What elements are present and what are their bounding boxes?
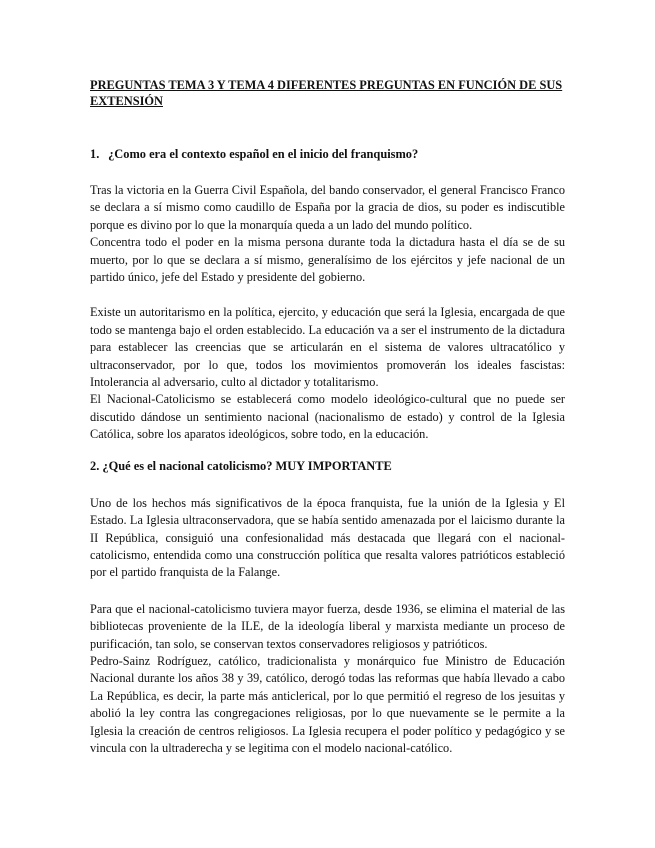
question-2-number: 2.	[90, 458, 100, 473]
question-1-paragraph-4: El Nacional-Catolicismo se establecerá como modelo ideológico-cultural que no puede ser discutido dándose un sentimiento nacional (nacionalismo de estado) y control de la Iglesia Católica, sobre los aparatos ideológicos, sobre todo, en la educación.	[90, 392, 565, 442]
document-title: PREGUNTAS TEMA 3 Y TEMA 4 DIFERENTES PREGUNTAS EN FUNCIÓN DE SUS EXTENSIÓN	[90, 78, 563, 108]
question-1-number: 1.	[90, 147, 100, 161]
question-2-heading	[90, 458, 565, 474]
question-1-heading	[90, 146, 565, 162]
question-2-text: ¿Qué es el nacional catolicismo? MUY IMPORTANTE	[102, 458, 392, 473]
question-1-paragraph-1: Tras la victoria en la Guerra Civil Española, del bando conservador, el general Francisco Franco se declara a sí mismo como caudillo de España por la gracia de dios, su poder es indiscutible porque es divino por lo que la monarquía queda a un lado del mundo político.	[90, 183, 565, 232]
question-1-text: ¿Como era el contexto español en el inicio del franquismo?	[108, 147, 419, 161]
question-2-paragraph-1: Uno de los hechos más significativos de la época franquista, fue la unión de la Iglesia y El Estado. La Iglesia ultraconservadora, que se había sentido amenazada por el laicismo durante la II República, consiguió una confesionalidad más destacada que llegará con el nacional-catolicismo, entendida como una construcción política que resalta valores patrióticos estableció por el partido franquista de la Falange.	[90, 495, 565, 580]
question-1-paragraph-3: Existe un autoritarismo en la política, ejercito, y educación que será la Iglesia, encargada de que todo se mantenga bajo el orden establecido. La educación va a ser el instrumento de la dictadura para establecer las creencias que se articularán en el sistema de valores ultracatólico y ultraconservador, por lo que, todos los movimientos promoverán los ideales fascistas: Intolerancia al adversario, culto al dictador y totalitarismo.	[90, 305, 565, 390]
question-2-paragraph-2: Para que el nacional-catolicismo tuviera mayor fuerza, desde 1936, se elimina el material de las bibliotecas proveniente de la ILE, de la ideología liberal y marxista mediante un proceso de purificación, tan solo, se conservan textos conservadores religiosos y patrióticos.	[90, 601, 565, 651]
question-2-paragraph-3: Pedro-Sainz Rodríguez, católico, tradicionalista y monárquico fue Ministro de Educación Nacional durante los años 38 y 39, católico, derogó todas las reformas que había llevado a cabo La República, es decir, la parte más anticlerical, por lo que permitió el regreso de los jesuitas y abolió la ley contra las congregaciones religiosas, por lo que nuevamente se le permite a la Iglesia la creación de centros religiosos. La Iglesia recupera el poder político y pedagógico y se vincula con la ultraderecha y se legitima con el modelo nacional-católico.	[90, 653, 565, 755]
question-1-paragraph-2: Concentra todo el poder en la misma persona durante toda la dictadura hasta el día se de su muerto, por lo que se declara a sí mismo, generalísimo de los ejércitos y jefe nacional de un partido único, jefe del Estado y presidente del gobierno.	[90, 235, 565, 285]
document-page	[90, 77, 565, 757]
